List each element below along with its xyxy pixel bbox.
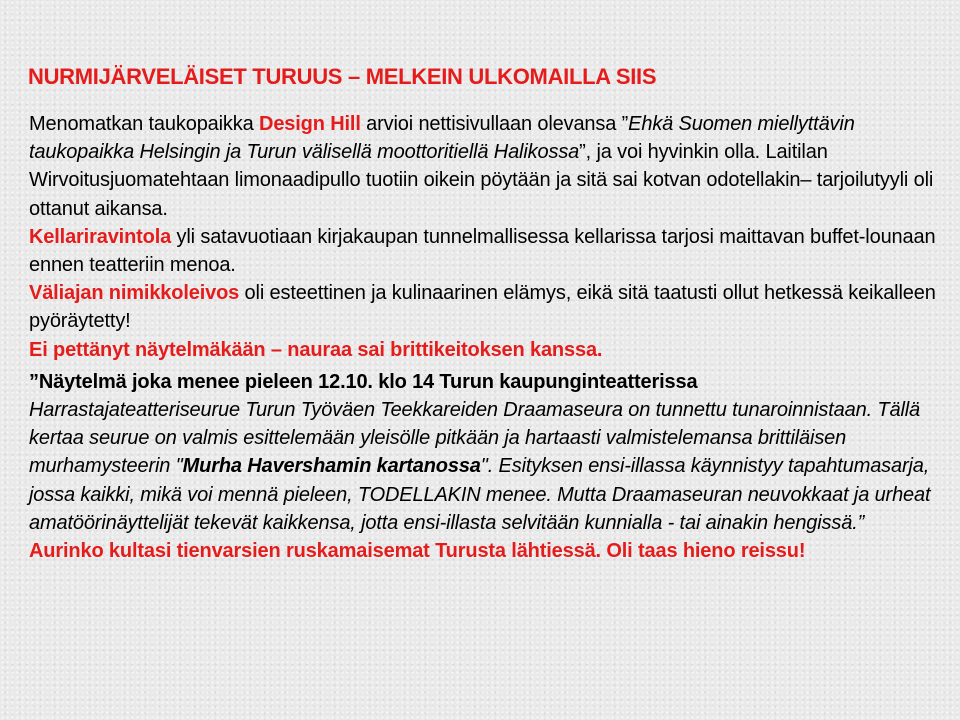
paragraph-kellariravintola: [29, 223, 947, 279]
p1-quote: Ehkä Suomen miellyttävin taukopaikka Helsingin ja Turun välisellä moottoritiellä Halikossa: [29, 113, 855, 164]
play-desc-1: Harrastajateatteriseurue Turun Työväen Teekkareiden Draamaseura on tunnettu tunaroinnistaan. Tällä kertaa seurue on valmis esittelemään yleisölle pitkään ja hartaasti valmistelemansa brittiläisen murhamysteerin ": [29, 399, 921, 478]
play-desc-2: ". Esityksen ensi-illassa käynnistyy tapahtumasarja, jossa kaikki, mikä voi mennä pieleen, TODELLAKIN menee. Mutta Draamaseuran neuvokkaat ja urheat amatöörinäyttelijät tekevät kaikkensa, jotta ensi-illasta selvitään kunnialla - tai ainakin hengissä.”: [29, 455, 931, 534]
play-title: Murha Havershamin kartanossa: [182, 455, 481, 478]
p1-text-1: Menomatkan taukopaikka: [29, 113, 260, 135]
play-heading: ”Näytelmä joka menee pieleen 12.10. klo 14 Turun kaupunginteatterissa: [29, 370, 698, 393]
paragraph-closing: Aurinko kultasi tienvarsien ruskamaisemat Turusta lähtiessä. Oli taas hieno reissu!: [29, 540, 806, 563]
paragraph-play-verdict: Ei pettänyt näytelmäkään – nauraa sai brittikeitoksen kanssa.: [29, 338, 603, 361]
design-hill-highlight: Design Hill: [259, 113, 361, 135]
p1-text-3: ”, ja voi hyvinkin olla. Laitilan Wirvoitusjuomatehtaan limonaadipullo tuotiin oikein pöytään ja sitä sai kotvan odotellakin– tarjoilutyyli oli ottanut aikansa.: [29, 141, 934, 220]
p1-text-2: arvioi nettisivullaan olevansa ”: [360, 113, 629, 135]
slide-title: NURMIJÄRVELÄISET TURUUS – MELKEIN ULKOMAILLA SIIS: [28, 64, 657, 89]
paragraph-play-description: [29, 368, 947, 537]
paragraph-valiajan-leivos: [29, 279, 947, 335]
paragraph-design-hill: [29, 110, 947, 223]
p3-text: oli esteettinen ja kulinaarinen elämys, eikä sitä taatusti ollut hetkessä keikalleen pyöräytetty!: [29, 282, 936, 333]
p2-text: yli satavuotiaan kirjakaupan tunnelmallisessa kellarissa tarjosi maittavan buffet-lounaan ennen teatteriin menoa.: [29, 225, 936, 277]
valiajan-leivos-highlight: Väliajan nimikkoleivos: [29, 282, 240, 305]
slide-body: [29, 110, 947, 565]
kellariravintola-highlight: Kellariravintola: [29, 225, 172, 248]
